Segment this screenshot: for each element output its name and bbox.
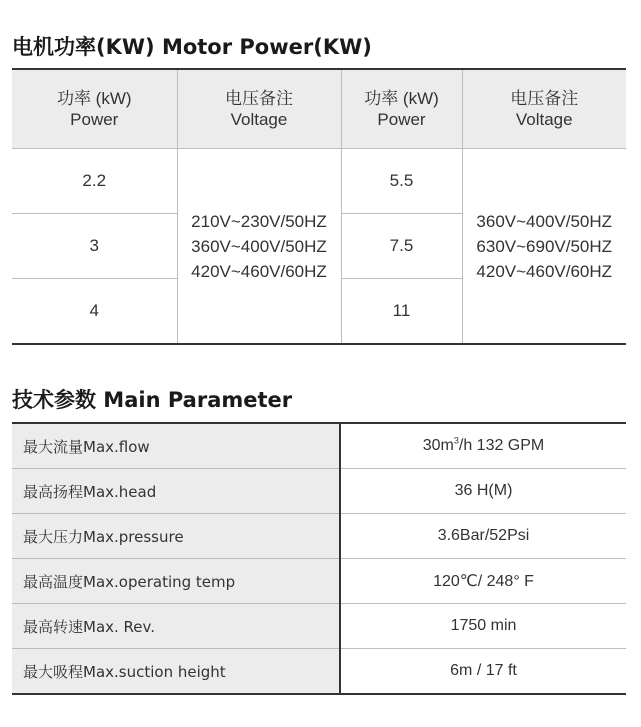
parameter-label: 最大压力Max.pressure [12, 514, 340, 559]
voltage-cell-left [177, 149, 341, 345]
motor-power-header-row [12, 69, 626, 149]
parameter-label: 最高扬程Max.head [12, 469, 340, 514]
header-voltage-left [177, 69, 341, 149]
voltage-cell-right [462, 149, 626, 345]
parameter-label: 最大流量Max.flow [12, 423, 340, 469]
main-parameter-table [12, 422, 626, 695]
motor-power-row [12, 149, 626, 214]
voltage-line: 630V~690V/50HZ [476, 236, 613, 256]
parameter-label: 最大吸程Max.suction height [12, 649, 340, 695]
voltage-line: 360V~400V/50HZ [476, 211, 613, 231]
parameter-value: 1750 min [340, 604, 626, 649]
parameter-value: 6m / 17 ft [340, 649, 626, 695]
flow-value-superscript: 3 [453, 435, 459, 446]
header-power-en: Power [377, 110, 426, 129]
power-value-right: 7.5 [341, 214, 462, 279]
power-value-right: 11 [341, 279, 462, 345]
parameter-label: 最高转速Max. Rev. [12, 604, 340, 649]
power-value-left: 3 [12, 214, 177, 279]
header-voltage-right [462, 69, 626, 149]
parameter-value: 120℃/ 248° F [340, 559, 626, 604]
header-voltage-cn: 电压备注 [510, 89, 579, 108]
flow-value-unit: /h 132 GPM [458, 437, 545, 454]
header-power-cn: 功率 (kW) [56, 89, 132, 108]
parameter-row [12, 514, 626, 559]
parameter-value [340, 423, 626, 469]
parameter-row [12, 469, 626, 514]
header-power-left [12, 69, 177, 149]
motor-power-table [12, 68, 626, 345]
parameter-label: 最高温度Max.operating temp [12, 559, 340, 604]
parameter-row [12, 604, 626, 649]
power-value-left: 2.2 [12, 149, 177, 214]
header-power-right [341, 69, 462, 149]
parameter-row [12, 649, 626, 695]
parameter-value: 3.6Bar/52Psi [340, 514, 626, 559]
header-voltage-en: Voltage [515, 110, 573, 129]
header-power-en: Power [70, 110, 119, 129]
voltage-line: 420V~460V/60HZ [476, 261, 613, 281]
voltage-line: 360V~400V/50HZ [191, 236, 327, 256]
main-parameter-title: 技术参数 Main Parameter [12, 388, 293, 412]
voltage-line: 210V~230V/50HZ [191, 211, 327, 231]
motor-power-title: 电机功率(KW) Motor Power(KW) [12, 35, 372, 59]
parameter-row [12, 559, 626, 604]
header-voltage-en: Voltage [230, 110, 288, 129]
parameter-value: 36 H(M) [340, 469, 626, 514]
parameter-row [12, 423, 626, 469]
power-value-left: 4 [12, 279, 177, 345]
header-power-cn: 功率 (kW) [364, 89, 439, 108]
voltage-line: 420V~460V/60HZ [191, 261, 327, 281]
flow-value-number: 30m [422, 437, 454, 454]
header-voltage-cn: 电压备注 [225, 89, 293, 108]
power-value-right: 5.5 [341, 149, 462, 214]
